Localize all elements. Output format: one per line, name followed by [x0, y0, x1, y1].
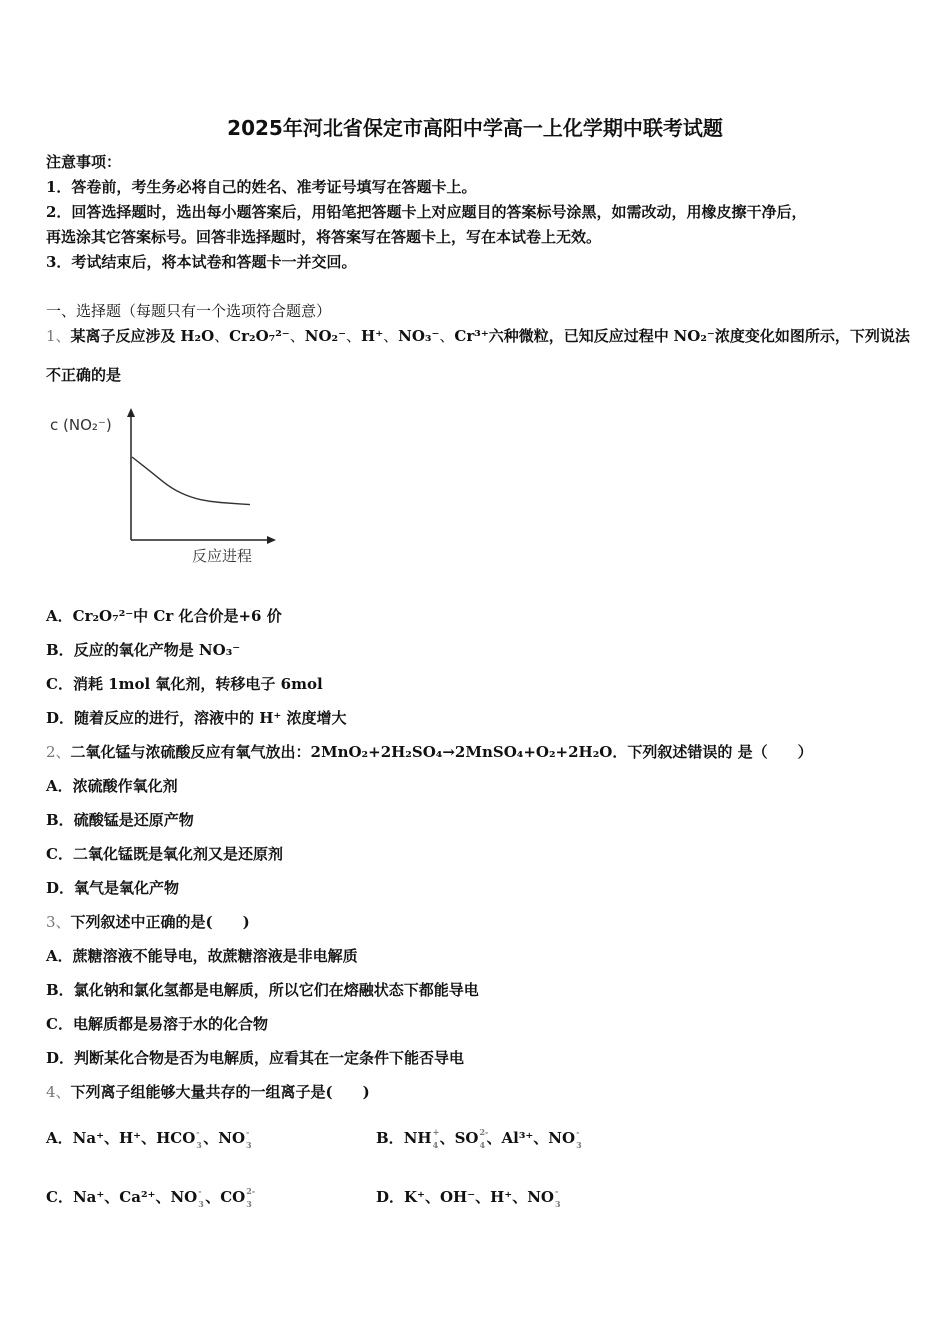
- option-label: D．: [46, 1049, 75, 1067]
- option-label: A．: [46, 607, 73, 625]
- option-d[interactable]: [46, 878, 179, 898]
- stem-text: 下列叙述中正确的是( ): [70, 913, 250, 931]
- question-1-stem: 1、某离子反应涉及 H₂O、Cr₂O₇²⁻、NO₂⁻、H⁺、NO₃⁻、Cr³⁺六种微粒，已知反应过程中 NO₂⁻浓度变化如图所示，下列说法: [46, 327, 910, 345]
- stem-text: 六种微粒，已知反应过程中: [488, 327, 669, 345]
- option-b[interactable]: [376, 1128, 583, 1148]
- concentration-chart: [44, 405, 284, 575]
- option-c[interactable]: [46, 1014, 268, 1034]
- option-c[interactable]: [46, 844, 283, 864]
- chart-ylabel: c (NO₂⁻): [50, 416, 112, 434]
- stem-text: 二氧化锰与浓硫酸反应有氧气放出：2MnO₂+2H₂SO₄→2MnSO₄+O₂+2H₂O．下列叙述错误的 是（ ）: [70, 743, 813, 761]
- option-text: 浓硫酸作氧化剂: [72, 777, 178, 795]
- option-text: 电解质都是易溶于水的化合物: [72, 1015, 268, 1033]
- question-number: 4、: [46, 1083, 71, 1101]
- option-label: C．: [46, 1015, 73, 1033]
- option-label: A．: [46, 777, 73, 795]
- option-label: C．: [46, 1188, 73, 1206]
- option-text: 氧气是氧化产物: [74, 879, 180, 897]
- page-title: 2025年河北省保定市高阳中学高一上化学期中联考试题: [227, 116, 723, 140]
- option-label: B．: [376, 1129, 404, 1147]
- ion-charge: - 3: [246, 1127, 252, 1150]
- notice-item: 2．回答选择题时，选出每小题答案后，用铅笔把答题卡上对应题目的答案标号涂黑，如需改动，用橡皮擦干净后，: [46, 203, 807, 221]
- option-label: D．: [46, 709, 75, 727]
- species: NO₃⁻: [398, 327, 440, 345]
- ion-charge: + 4: [432, 1127, 440, 1150]
- option-label: D．: [376, 1188, 405, 1206]
- option-b[interactable]: [46, 810, 194, 830]
- species: NO₂⁻: [304, 327, 346, 345]
- option-text: 判断某化合物是否为电解质，应看其在一定条件下能否导电: [74, 1049, 465, 1067]
- option-text: 蔗糖溶液不能导电，故蔗糖溶液是非电解质: [72, 947, 358, 965]
- species: H₂O: [180, 327, 215, 345]
- ion-text: K⁺、OH⁻、H⁺、NO: [404, 1188, 554, 1206]
- option-a[interactable]: [46, 606, 282, 626]
- question-1-stem-cont: 不正确的是: [46, 366, 122, 384]
- ion-text: 、Al³⁺、NO: [486, 1129, 576, 1147]
- option-label: B．: [46, 641, 74, 659]
- option-label: C．: [46, 675, 73, 693]
- option-text: Cr₂O₇²⁻中 Cr 化合价是+6 价: [72, 607, 282, 625]
- ion-text: 、NO: [203, 1129, 246, 1147]
- ion-charge: 2- 3: [246, 1186, 256, 1209]
- section-heading: 一、选择题（每题只有一个选项符合题意）: [46, 302, 332, 320]
- option-label: B．: [46, 981, 74, 999]
- ion-charge: - 3: [555, 1186, 561, 1209]
- ion-text: 、SO: [439, 1129, 479, 1147]
- x-axis-arrow: [267, 536, 276, 544]
- option-label: A．: [46, 1129, 73, 1147]
- ion-charge: - 3: [576, 1127, 582, 1150]
- question-number: 1、: [46, 327, 71, 345]
- question-number: 3、: [46, 913, 71, 931]
- option-b[interactable]: [46, 980, 479, 1000]
- option-text: 随着反应的进行，溶液中的 H⁺ 浓度增大: [74, 709, 347, 727]
- option-d[interactable]: [46, 1048, 464, 1068]
- stem-text: 下列离子组能够大量共存的一组离子是( ): [70, 1083, 370, 1101]
- option-label: C．: [46, 845, 73, 863]
- option-a[interactable]: [46, 776, 178, 796]
- question-number: 2、: [46, 743, 71, 761]
- stem-text: 浓度变化如图所示，下列说法: [714, 327, 910, 345]
- option-c[interactable]: [46, 1186, 256, 1209]
- y-axis-arrow: [127, 408, 135, 417]
- option-c[interactable]: [46, 674, 323, 694]
- ion-charge: - 3: [196, 1127, 202, 1150]
- option-label: B．: [46, 811, 74, 829]
- question-3-stem: [46, 912, 250, 932]
- option-d[interactable]: [376, 1187, 562, 1207]
- option-a[interactable]: [46, 1128, 253, 1148]
- option-label: A．: [46, 947, 73, 965]
- species: NO₂⁻: [673, 327, 715, 345]
- ion-text: 、CO: [205, 1188, 246, 1206]
- option-text: 消耗 1mol 氧化剂，转移电子 6mol: [72, 675, 323, 693]
- concentration-curve: [132, 457, 250, 505]
- stem-text: 某离子反应涉及: [70, 327, 176, 345]
- notice-item: 3．考试结束后，将本试卷和答题卡一并交回。: [46, 253, 357, 271]
- species: Cr³⁺: [454, 327, 489, 345]
- chart-xlabel: 反应进程: [192, 547, 253, 565]
- option-text: 氯化钠和氯化氢都是电解质，所以它们在熔融状态下都能导电: [73, 981, 479, 999]
- ion-text: Na⁺、H⁺、HCO: [72, 1129, 196, 1147]
- ion-charge: - 3: [198, 1186, 204, 1209]
- species: H⁺: [361, 327, 384, 345]
- option-text: 硫酸锰是还原产物: [73, 811, 194, 829]
- ion-charge: 2- 4: [479, 1127, 489, 1150]
- option-a[interactable]: [46, 946, 358, 966]
- option-d[interactable]: [46, 708, 347, 728]
- ion-text: NH: [403, 1129, 432, 1147]
- option-text: 反应的氧化产物是 NO₃⁻: [73, 641, 241, 659]
- question-2-stem: [46, 742, 813, 762]
- option-b[interactable]: [46, 640, 240, 660]
- ion-text: Na⁺、Ca²⁺、NO: [72, 1188, 198, 1206]
- question-4-stem: [46, 1082, 370, 1102]
- notice-heading: 注意事项：: [46, 153, 122, 171]
- option-text: 二氧化锰既是氧化剂又是还原剂: [72, 845, 283, 863]
- option-label: D．: [46, 879, 75, 897]
- notice-item: 再选涂其它答案标号。回答非选择题时，将答案写在答题卡上，写在本试卷上无效。: [46, 228, 602, 246]
- species: Cr₂O₇²⁻: [229, 327, 290, 345]
- notice-item: 1．答卷前，考生务必将自己的姓名、准考证号填写在答题卡上。: [46, 178, 477, 196]
